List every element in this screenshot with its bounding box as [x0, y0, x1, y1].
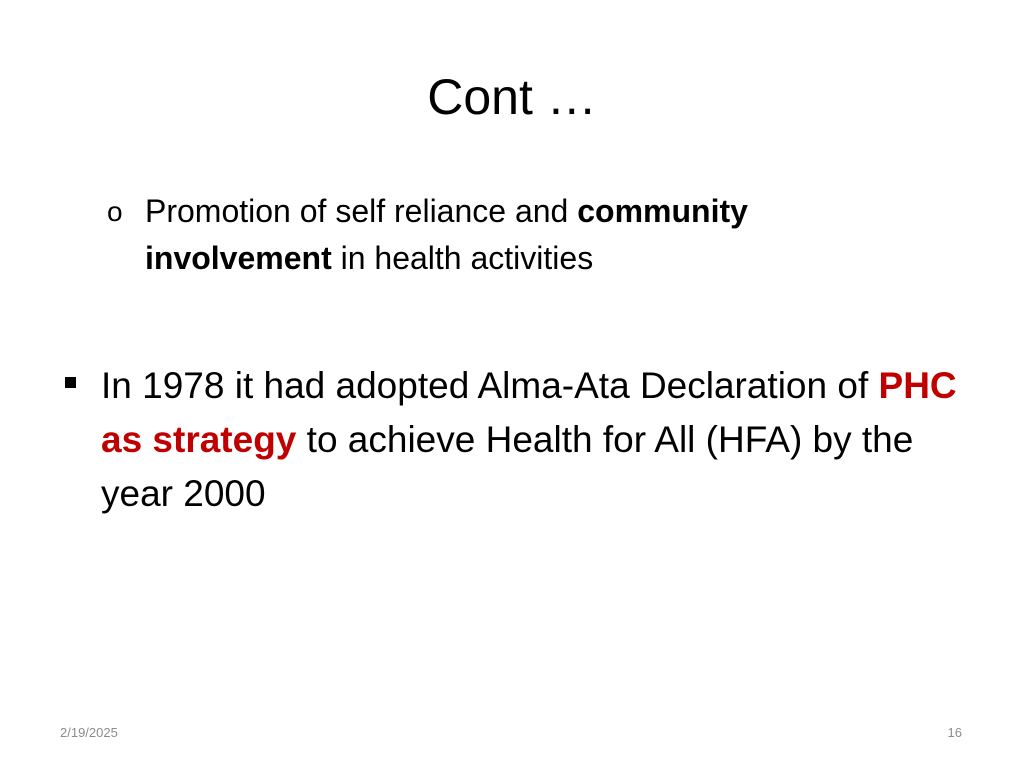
sub-bullet-text-part-2: in health activities	[331, 240, 594, 276]
main-bullet-emphasis: PHC as strategy	[101, 365, 957, 460]
slide-title: Cont …	[427, 69, 597, 125]
sub-bullet-text	[145, 188, 887, 282]
main-bullet-text-part-2: to achieve Health for All (HFA) by the year 2000	[101, 419, 914, 514]
sub-bullet-bold-text: community involvement	[145, 193, 748, 276]
circle-bullet-icon: o	[107, 196, 123, 227]
sub-bullet-text-part-1: Promotion of self reliance and	[145, 193, 578, 229]
main-bullet-text	[101, 359, 962, 521]
footer-page-number: 16	[947, 725, 962, 740]
square-bullet-icon	[62, 359, 101, 521]
sub-bullet-item	[107, 188, 887, 282]
main-bullet-item	[62, 359, 962, 521]
main-bullet-text-part-1: In 1978 it had adopted Alma-Ata Declaration of	[101, 365, 879, 406]
footer-date: 2/19/2025	[60, 725, 118, 740]
